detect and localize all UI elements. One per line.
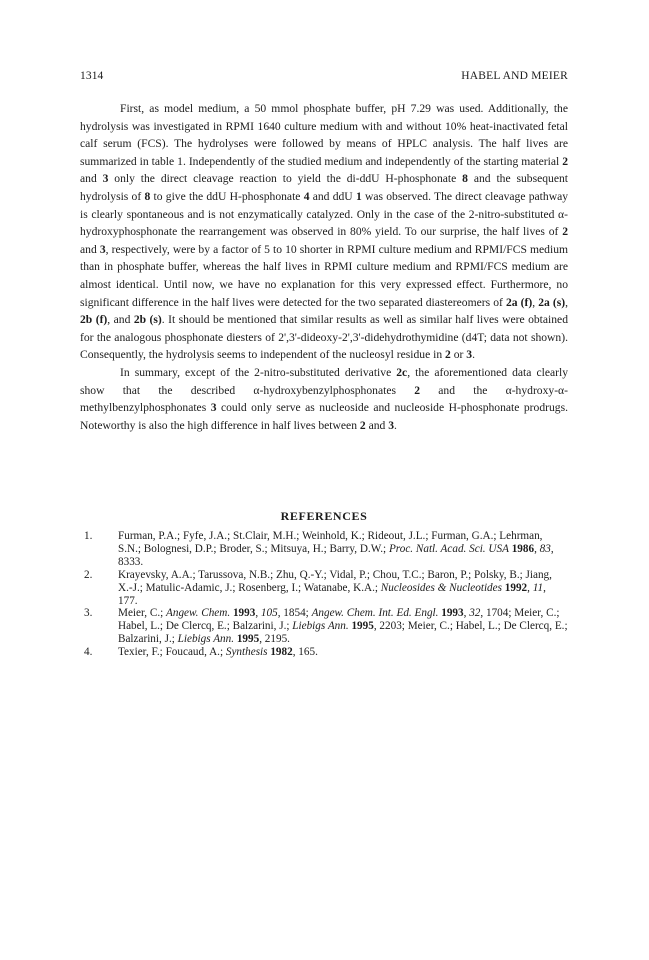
text-run: and: [365, 418, 389, 432]
text-run: , 165.: [292, 646, 318, 659]
text-run: and: [80, 172, 103, 186]
bold-run: (s): [149, 313, 162, 327]
reference-item: [80, 530, 568, 569]
paragraph-summary: [80, 364, 568, 434]
paragraph-results: [80, 100, 568, 364]
text-run: or: [450, 348, 467, 362]
bold-run: 3: [99, 242, 106, 256]
reference-item: [80, 569, 568, 608]
italic-run: 83: [539, 542, 551, 555]
italic-run: Liebigs Ann.: [177, 633, 235, 646]
italic-run: 32: [469, 607, 481, 620]
text-run: only the direct cleavage reaction to yield the di-ddU H-phosphonate: [108, 172, 463, 186]
text-run: , respectively, were by a factor of 5 to 10 shorter in RPMI culture medium and RPMI/FCS medium than in phosphate buffer, whereas the half lives in RPMI culture medium and RPMI/FCS medium are almost identical. Until now, we have no explanation for this very expressed effect. Furthermore, no significant difference in the half lives were detected for the two separated diastereomers of: [80, 242, 569, 309]
italic-run: Angew. Chem. Int. Ed. Engl.: [311, 607, 439, 620]
text-run: ,: [463, 607, 470, 620]
bold-run: 1: [355, 189, 362, 203]
bold-run: 2b: [133, 313, 147, 327]
text-run: , 177.: [118, 581, 546, 607]
references-heading: REFERENCES: [280, 509, 368, 523]
running-head: HABEL AND MEIER: [461, 70, 568, 82]
page-number: 1314: [80, 70, 104, 82]
bold-run: 1995: [351, 620, 374, 633]
bold-run: 2c: [396, 365, 408, 379]
italic-run: Liebigs Ann.: [292, 620, 349, 633]
text-run: and the α-hydroxy-α-methylbenzylphosphonates: [80, 383, 568, 415]
bold-run: 1993: [441, 607, 464, 620]
italic-run: Nucleosides & Nucleotides: [380, 581, 502, 594]
text-run: and ddU: [309, 189, 356, 203]
text-run: Texier, F.; Foucaud, A.;: [118, 646, 226, 659]
reference-item: [80, 607, 568, 646]
bold-run: 1993: [232, 607, 256, 620]
text-run: ,: [255, 607, 261, 620]
text-run: ,: [527, 581, 533, 594]
text-run: Krayevsky, A.A.; Tarussova, N.B.; Zhu, Q.-Y.; Vidal, P.; Chou, T.C.; Baron, P.; Polsky, B.; Jiang, X.-J.; Matulic-Adamic, J.; Rosenberg, I.; Watanabe, K.A.;: [118, 568, 552, 594]
text-run: , 8333.: [118, 542, 554, 568]
italic-run: 11: [532, 581, 544, 594]
reference-item: [80, 646, 568, 659]
reference-number: 2.: [84, 568, 93, 581]
bold-run: 2: [562, 154, 568, 168]
bold-run: 2b: [80, 313, 93, 327]
text-run: ,: [532, 295, 539, 309]
text-run: Furman, P.A.; Fyfe, J.A.; St.Clair, M.H.; Weinhold, K.; Rideout, J.L.; Furman, G.A.; Lehrman, S.N.; Bolognesi, D.P.; Broder, S.; Mitsuya, H.; Barry, D.W.;: [118, 530, 543, 555]
text-run: and: [80, 242, 100, 256]
bold-run: 3: [466, 348, 473, 362]
text-run: to give the ddU H-phosphonate: [150, 189, 304, 203]
bold-run: 4: [303, 189, 310, 203]
references-list: [80, 530, 568, 659]
italic-run: Synthesis: [225, 646, 268, 659]
bold-run: 2: [445, 348, 451, 362]
bold-run: (f): [520, 295, 533, 309]
text-run: and the subsequent hydrolysis of: [80, 172, 569, 203]
bold-run: 8: [462, 172, 468, 186]
text-run: , 1704; Meier, C.; Habel, L.; De Clercq, E.; Balzarini, J.;: [118, 607, 560, 633]
italic-run: 105: [260, 607, 278, 620]
italic-run: Proc. Natl. Acad. Sci. USA: [388, 542, 509, 555]
text-run: In summary, except of the 2-nitro-substituted derivative: [120, 365, 397, 379]
reference-number: 1.: [84, 530, 93, 542]
text-run: . It should be mentioned that similar results as well as similar half lives were obtained for the analogous phosphonate diesters of 2',3'-dideoxy-2',3'-didehydrothymidine (d4T; data not shown). Consequently, the hydrolysis seems to independent of the nucleosyl residue in: [80, 313, 568, 362]
text-run: .: [394, 418, 397, 432]
bold-run: (s): [552, 295, 566, 309]
bold-run: 1986: [511, 542, 535, 555]
bold-run: 3: [388, 418, 395, 432]
text-run: First, as model medium, a 50 mmol phosphate buffer, pH 7.29 was used. Additionally, the hydrolysis was investigated in RPMI 1640 culture medium with and without 10% heat-inactivated fetal calf serum (FCS). The hydrolyses were followed by means of HPLC analysis. The half lives are summarized in table 1. Independently of the studied medium and independently of the starting material: [80, 102, 568, 168]
bold-run: 1982: [270, 646, 293, 659]
bold-run: (f): [95, 313, 108, 327]
page-header: [80, 70, 568, 86]
body-text: [80, 100, 568, 434]
bold-run: 3: [210, 401, 217, 415]
bold-run: 2: [562, 225, 568, 239]
bold-run: 1995: [236, 633, 260, 646]
bold-run: 2a: [538, 295, 550, 309]
text-run: ,: [534, 542, 540, 555]
bold-run: 1992: [504, 581, 528, 594]
text-run: Meier, C.;: [118, 607, 167, 620]
bold-run: 2a: [505, 295, 518, 309]
text-run: could only serve as nucleoside and nucleoside H-phosphonate prodrugs. Noteworthy is also the high difference in half lives between: [80, 401, 568, 432]
bold-run: 2: [359, 418, 366, 432]
text-run: , 2203; Meier, C.; Habel, L.; De Clercq, E.; Balzarini, J.;: [118, 620, 568, 646]
text-run: was observed. The direct cleavage pathway is clearly spontaneous and is not enzymatically catalyzed. Only in the case of the 2-nitro-substituted α-hydroxyphosphonate the rearrangement was observed in 80% yield. To our surprise, the half lives of: [80, 189, 569, 239]
bold-run: 8: [144, 189, 151, 203]
bold-run: 2: [414, 383, 421, 397]
italic-run: Angew. Chem.: [166, 607, 231, 620]
reference-number: 4.: [84, 646, 93, 659]
text-run: .: [472, 348, 475, 362]
text-run: , the aforementioned data clearly show that the described α-hydroxybenzylphosphonates: [80, 365, 568, 397]
text-run: , and: [107, 313, 134, 327]
reference-number: 3.: [84, 607, 93, 620]
text-run: , 1854;: [277, 607, 312, 620]
bold-run: 3: [102, 172, 109, 186]
text-run: , 2195.: [259, 633, 290, 646]
text-run: ,: [565, 295, 568, 309]
